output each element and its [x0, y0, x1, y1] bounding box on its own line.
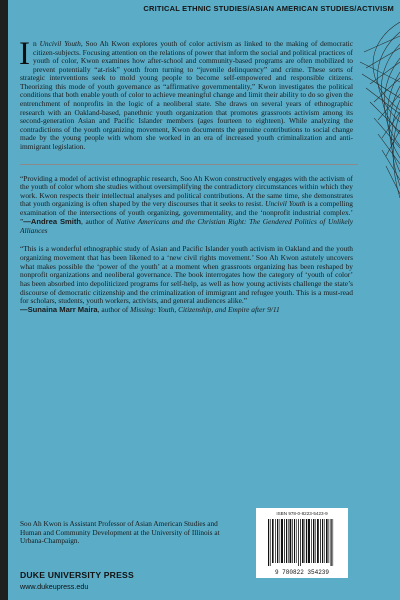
net-graphic-decoration	[356, 22, 400, 198]
quote2-text: “This is a wonderful ethnographic study of Asian and Pacific Islander youth activism in Oakland and the youth organizing movement that has been likened to a ‘new civil rights movement.’ Soo Ah Kwon astutely uncovers what makes possible the ‘power of the youth’ at a moment when grassroots organizing has been reshaped by nonprofit organizations and neoliberal governance. The book interrogates how the category of ‘youth of color’ has been absorbed into depoliticized programs for self-help, as well as how young activists challenge the state’s discourse of democratic citizenship and the criminalization of immigrant and refugee youth. This is a must-read for scholars, students, youth workers, activists, and general audiences alike.”	[20, 244, 353, 306]
quote2-attribution: —Sunaina Marr Maira	[20, 304, 98, 314]
isbn-digits: 9 780822 354239	[274, 569, 329, 576]
author-bio: Soo Ah Kwon is Assistant Professor of Asian American Studies and Human and Community Development at the University of Illinois at Urbana-Champaign.	[20, 519, 220, 546]
category-header: CRITICAL ETHNIC STUDIES/ASIAN AMERICAN STUDIES/ACTIVISM	[143, 4, 394, 13]
quote1-text-end: is a compelling examination of the intersections of youth organizing, governmentality, and the ‘nonprofit industrial complex.’ ”	[20, 199, 353, 226]
barcode-bars-icon	[256, 508, 348, 578]
endorsement-quote-2	[20, 245, 353, 314]
drop-cap: I	[19, 36, 30, 72]
quote1-attribution: —Andrea Smith	[23, 216, 82, 226]
quote1-book-title: Uncivil Youth	[265, 199, 306, 209]
description-body: , Soo Ah Kwon explores youth of color activism as linked to the making of democratic citizen-subjects. Focusing attention on the relations of power that inform the social and political practices of youth of color, Kwon examines how after-school and community-based programs are often mobilized to prevent potentially “at-risk” youth from turning to “juvenile delinquency” and crime. These sorts of strategic interventions seek to mold young people to become self-empowered and responsible citizens. Theorizing this mode of youth governance as “affirmative governmentality,” Kwon investigates the political conditions that both enable youth of color to achieve meaningful change and limit their ability to do so given the entrenchment of nonprofits in the logic of a neoliberal state. She draws on several years of ethnographic research with an Oakland-based, panethnic youth organization that promotes grassroots activism among its second-generation Asian and Pacific Islander members (ages fourteen to eighteen). While analyzing the contradictions of the youth organizing movement, Kwon documents the genuine contributions to social change made by the young people with whom she worked in an era of increased youth criminalization and anti-immigrant legislation.	[20, 39, 354, 151]
publisher-url: www.dukeupress.edu	[20, 582, 89, 591]
spine-strip	[0, 0, 8, 600]
description-lead: n	[33, 39, 40, 48]
book-description	[19, 36, 354, 152]
quote1-cited-work: Native Americans and the Christian Right: The Gendered Politics of Unlikely Alliances	[20, 216, 353, 235]
publisher-name: DUKE UNIVERSITY PRESS	[20, 570, 134, 580]
quote2-cited-work: Missing: Youth, Citizenship, and Empire after 9/11	[130, 304, 280, 314]
isbn-label: ISBN 978-0-8223-5423-9	[276, 511, 328, 516]
quote1-cite-prefix: , author of	[81, 216, 116, 226]
divider-rule	[20, 164, 358, 165]
quote1-text-start: “Providing a model of activist ethnographic research, Soo Ah Kwon constructively engages with the activism of the youth of color whom she studies without oversimplifying the contradictory circumstances within which they work. Kwon respects their intellectual analyses and political contributions. At the same time, she demonstrates that youth organizing is often shaped by the very discourses that it seeks to resist.	[20, 173, 353, 209]
endorsement-quote-1	[20, 175, 353, 236]
isbn-barcode	[256, 508, 348, 578]
quote2-cite-prefix: , author of	[97, 304, 131, 314]
text-column	[19, 36, 354, 315]
description-book-title: Uncivil Youth	[39, 39, 81, 48]
